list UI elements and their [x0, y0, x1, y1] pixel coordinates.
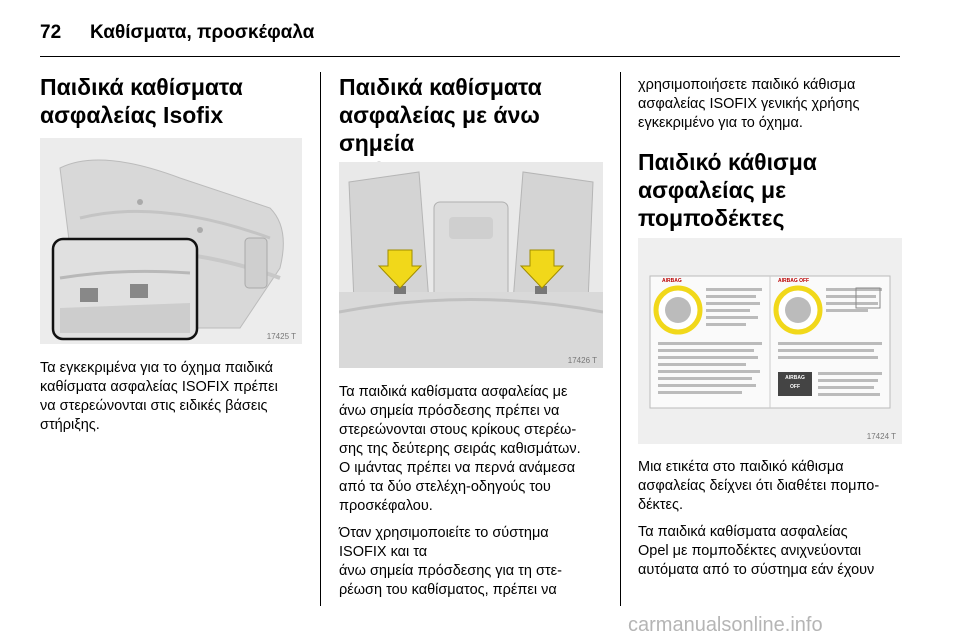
text-line: ασφαλείας ISOFIX γενικής χρήσης [638, 96, 860, 112]
col1-heading-line: Παιδικά καθίσματα [40, 74, 243, 100]
col3-heading-line: Παιδικό κάθισμα [638, 149, 817, 175]
col2-body [339, 383, 617, 600]
text-line: ασφαλείας δείχνει ότι διαθέτει πομπο- [638, 478, 880, 494]
top-tether-illustration [339, 162, 603, 368]
isofix-seat-illustration [40, 138, 302, 344]
airbag-off-box [778, 374, 812, 392]
text-line: ISOFIX και τα [339, 544, 428, 560]
text-line: στήριξης. [40, 417, 100, 433]
column-divider-1 [320, 72, 321, 606]
col3-heading-line: ασφαλείας με [638, 177, 787, 203]
text-line: ρέωση του καθίσματος, πρέπει να [339, 582, 557, 598]
text-line: δέκτες. [638, 497, 683, 513]
text-line: σης της δεύτερης σειράς καθισμάτων. [339, 441, 581, 457]
text-line: στερεώνονται στους κρίκους στερέω- [339, 422, 577, 438]
text-line: Τα παιδικά καθίσματα ασφαλείας με [339, 384, 568, 400]
column-divider-2 [620, 72, 621, 606]
airbag-label-right: AIRBAG OFF [778, 278, 810, 284]
text-line: να στερεώνονται στις ειδικές βάσεις [40, 398, 268, 414]
page-header [40, 22, 315, 44]
figure-number: 17426 T [567, 356, 597, 365]
transponder-label-illustration [638, 238, 902, 444]
text-line: Τα εγκεκριμένα για το όχημα παιδικά [40, 360, 274, 376]
col3-body [638, 458, 916, 580]
figure-number: 17425 T [266, 332, 296, 341]
text-line: αυτόματα από το σύστημα εάν έχουν [638, 562, 875, 578]
airbag-off-line: AIRBAG [785, 375, 805, 381]
text-line: από τα δύο στελέχη-οδηγούς του [339, 479, 551, 495]
text-line: Όταν χρησιμοποιείτε το σύστημα [339, 525, 549, 541]
text-line: Τα παιδικά καθίσματα ασφαλείας [638, 524, 848, 540]
text-line: Opel με πομποδέκτες ανιχνεύονται [638, 543, 862, 559]
col2-heading-line: ασφαλείας με άνω σημεία [339, 102, 540, 156]
col3-heading-line: πομποδέκτες [638, 205, 785, 231]
text-line: Ο ιμάντας πρέπει να περνά ανάμεσα [339, 460, 576, 476]
page-number: 72 [40, 22, 62, 43]
text-line: χρησιμοποιήσετε παιδικό κάθισμα [638, 77, 856, 93]
col1-heading [40, 73, 310, 129]
chapter-title: Καθίσματα, προσκέφαλα [90, 22, 315, 43]
figure-number: 17424 T [866, 432, 896, 441]
col1-body [40, 359, 312, 435]
text-line: προσκέφαλου. [339, 498, 433, 514]
col3-intro [638, 76, 908, 133]
text-line: καθίσματα ασφαλείας ISOFIX πρέπει [40, 379, 278, 395]
watermark: carmanualsonline.info [628, 614, 823, 636]
text-line: Μια ετικέτα στο παιδικό κάθισμα [638, 459, 844, 475]
airbag-label-left: AIRBAG [662, 278, 682, 284]
col1-heading-line: ασφαλείας Isofix [40, 102, 224, 128]
text-line: άνω σημεία πρόσδεσης πρέπει να [339, 403, 560, 419]
col3-heading [638, 148, 908, 232]
isofix-seat-drawing [40, 138, 302, 344]
header-rule [40, 56, 900, 57]
text-line: εγκεκριμένο για το όχημα. [638, 115, 803, 131]
transponder-label-drawing [638, 238, 902, 444]
col2-heading-line: Παιδικά καθίσματα [339, 74, 542, 100]
top-tether-drawing [339, 162, 603, 368]
airbag-off-line: OFF [790, 384, 800, 390]
text-line: άνω σημεία πρόσδεσης για τη στε- [339, 563, 562, 579]
